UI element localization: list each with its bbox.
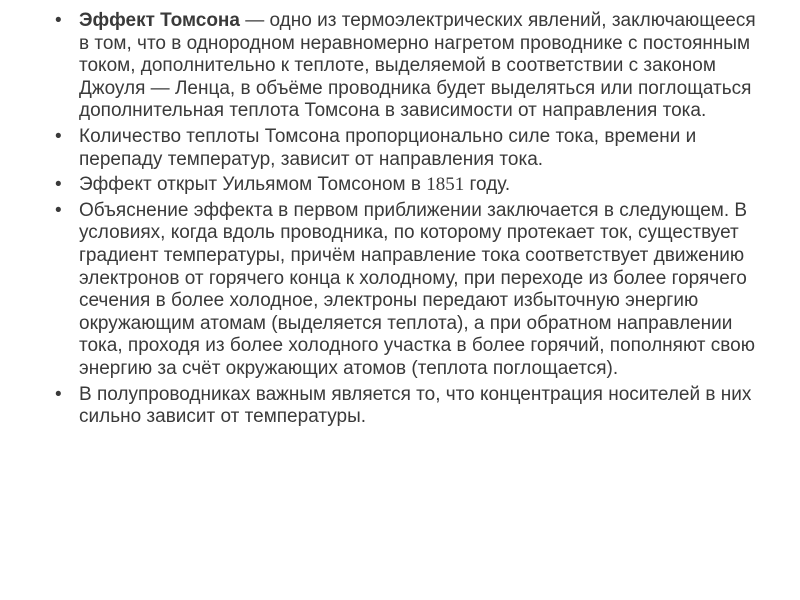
bullet-dot-icon: • [55, 199, 62, 221]
bullet-dot-icon: • [55, 383, 62, 405]
bullet-item-definition [55, 10, 760, 123]
bullet-dot-icon: • [55, 125, 62, 147]
bullet-list [55, 10, 760, 429]
discovery-year: 1851 [426, 174, 465, 196]
semiconductors-text: В полупроводниках важным является то, что концентрация носителей в них сильно зависит от температуры. [79, 383, 752, 428]
bullet-dot-icon: • [55, 10, 62, 31]
explanation-text: Объяснение эффекта в первом приближении заключается в следующем. В условиях, когда вдоль проводника, по которому протекает ток, существует градиент температуры, причём направление тока соответствует движению электронов от горячего конца к холодному, при переходе из более горячего сечения в более холодное, электроны передают избыточную энергию окружающим атомам (выделяется теплота), а при обратном направлении тока, проходя из более холодного участка в более горячий, пополняют свою энергию за счёт окружающих атомов (теплота поглощается). [79, 199, 755, 379]
bullet-dot-icon: • [55, 174, 62, 196]
discovery-text-before: Эффект открыт Уильямом Томсоном в [79, 174, 427, 196]
bullet-item-semiconductors [55, 384, 760, 429]
term-thomson-effect: Эффект Томсона [79, 10, 240, 31]
bullet-item-discovery [55, 174, 760, 197]
definition-text: — одно из термоэлектрических явлений, заключающееся в том, что в однородном неравномерно нагретом проводнике с постоянным током, дополнительно к теплоте, выделяемой в соответствии с законом Джоуля — Ленца, в объёме проводника будет выделяться или поглощаться дополнительная теплота Томсона в зависимости от направления тока. [79, 10, 756, 122]
discovery-text-after: году. [464, 174, 511, 196]
heat-amount-text: Количество теплоты Томсона пропорционально силе тока, времени и перепаду температур, зависит от направления тока. [79, 125, 697, 170]
bullet-item-explanation [55, 200, 760, 381]
bullet-item-heat-amount [55, 126, 760, 171]
